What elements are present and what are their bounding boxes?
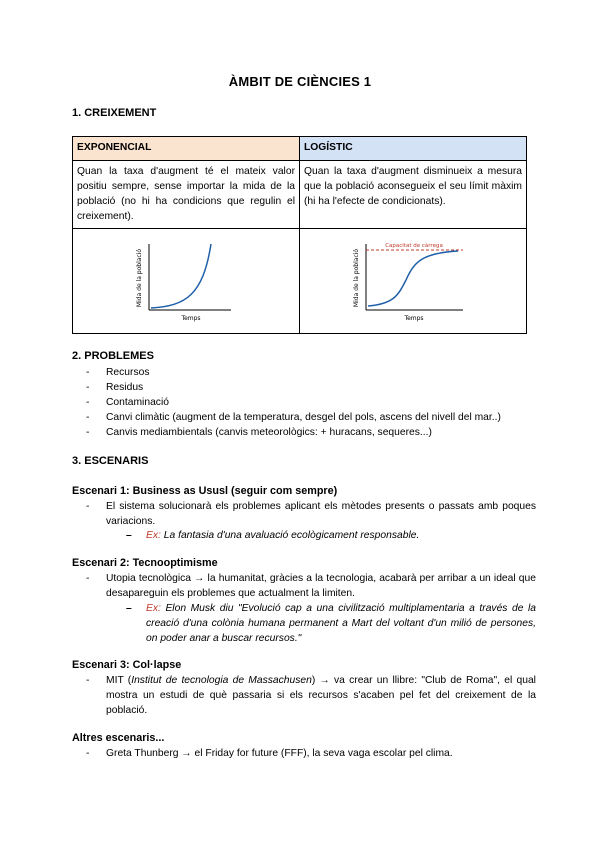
scenario-3-title: Escenari 3: Col·lapse xyxy=(72,659,182,671)
other-scenarios-title: Altres escenaris... xyxy=(72,732,165,744)
logistic-curve-graph xyxy=(348,240,478,324)
other-scenarios-item xyxy=(86,746,536,761)
section-heading-scenarios: 3. ESCENARIS xyxy=(72,455,149,467)
graph2-xlabel: Temps xyxy=(404,315,424,322)
scenario-1-example-text: La fantasia d'una avaluació ecològicament responsable. xyxy=(163,530,420,541)
other-scenarios-text: - Greta Thunberg → el Friday for future (FFF), la seva vaga escolar pel clima. xyxy=(86,746,536,761)
list-item: - Canvi climàtic (augment de la temperatura, desgel del pols, ascens del nivell del mar..) xyxy=(86,410,501,425)
logistic-graph-cell xyxy=(300,229,527,334)
problems-list xyxy=(86,365,501,440)
graph1-ylabel: Mida de la població xyxy=(136,248,143,308)
section-heading-growth: 1. CREIXEMENT xyxy=(72,107,157,119)
scenario-1-example: – Ex: La fantasia d'una avaluació ecològicament responsable. xyxy=(126,530,420,541)
exponential-curve xyxy=(151,244,211,308)
scenario-3-text: - MIT (Institut de tecnologia de Massachusen) → va crear un llibre: "Club de Roma", el qual mostra un estudi de què passaria si els recursos s'acaben pel fet del creixement de la població. xyxy=(86,673,536,718)
table-header-logistic: LOGÍSTIC xyxy=(300,137,527,161)
table-header-exponential: EXPONENCIAL xyxy=(73,137,300,161)
list-item: - Canvis mediambientals (canvis meteorològics: + huracans, sequeres...) xyxy=(86,425,501,440)
scenario-2-title: Escenari 2: Tecnooptimisme xyxy=(72,557,218,569)
graph2-ylabel: Mida de la població xyxy=(353,248,360,308)
graph2-limit-label: Capacitat de càrrega xyxy=(385,243,443,249)
section-heading-problems: 2. PROBLEMES xyxy=(72,350,154,362)
logistic-curve xyxy=(368,251,458,306)
scenario-1-item xyxy=(86,499,536,529)
growth-table xyxy=(72,136,527,334)
scenario-3-item xyxy=(86,673,536,718)
scenario-2-text: - Utopia tecnològica → la humanitat, gràcies a la tecnologia, acabarà per arribar a un ideal que desapareguin els problemes que actualment la limiten. xyxy=(86,571,536,601)
example-label: Ex: xyxy=(146,603,161,614)
exponential-graph-cell xyxy=(73,229,300,334)
list-item: - Contaminació xyxy=(86,395,501,410)
page-title: ÀMBIT DE CIÈNCIES 1 xyxy=(228,74,372,89)
exponential-description: Quan la taxa d'augment té el mateix valor positiu sempre, sense importar la mida de la població (no hi ha condicions que regulin el creixement). xyxy=(73,161,300,229)
graph1-xlabel: Temps xyxy=(181,315,201,322)
scenario-1-text: - El sistema solucionarà els problemes aplicant els mètodes presents o passats amb poques variacions. xyxy=(86,499,536,529)
scenario-2-example-text: Elon Musk diu "Evolució cap a una civilització multiplamentaria a través de la creació d'una colònia humana permanent a Mart del voltant d'un milió de persones, on poder anar a buscar recursos." xyxy=(146,603,536,644)
logistic-description: Quan la taxa d'augment disminueix a mesura que la població aconsegueix el seu límit màxim (hi ha l'efecte de condicionats). xyxy=(300,161,527,229)
list-item: - Recursos xyxy=(86,365,501,380)
example-label: Ex: xyxy=(146,530,161,541)
scenario-2-example: – Ex: Elon Musk diu "Evolució cap a una civilització multiplamentaria a través de la creació d'una colònia humana permanent a Mart del voltant d'un milió de persones, on poder anar a buscar recursos." xyxy=(126,603,536,644)
list-item: - Residus xyxy=(86,380,501,395)
scenario-2-item xyxy=(86,571,536,601)
mit-name: Institut de tecnologia de Massachusen xyxy=(131,675,312,686)
scenario-1-title: Escenari 1: Business as Ususl (seguir com sempre) xyxy=(72,485,338,497)
exponential-curve-graph xyxy=(131,240,241,324)
